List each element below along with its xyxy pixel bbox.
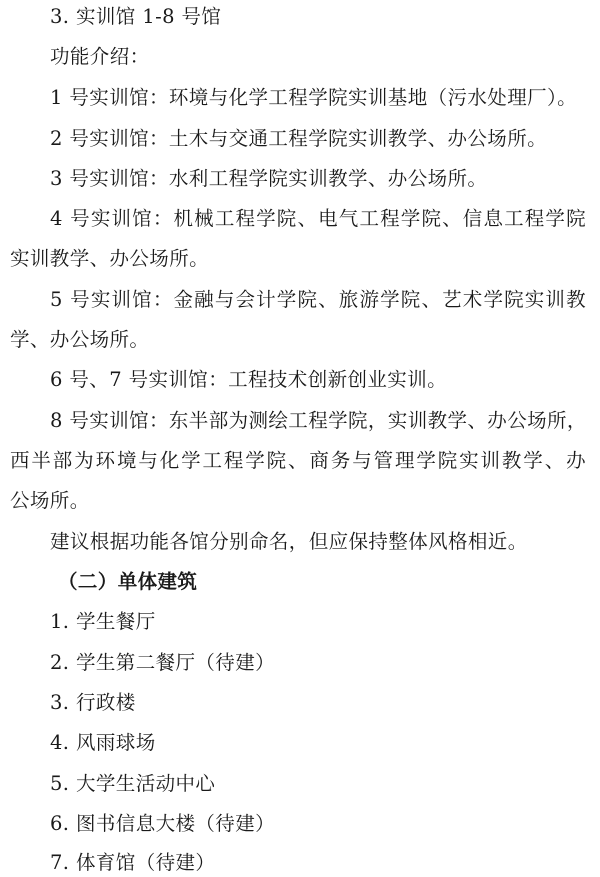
hall-6-7-description: 6 号、7 号实训馆：工程技术创新创业实训。 xyxy=(50,368,448,391)
hall-4-description-cont: 实训教学、办公场所。 xyxy=(10,247,210,270)
section-title-training-halls: 3. 实训馆 1-8 号馆 xyxy=(50,5,222,28)
building-item-5: 5. 大学生活动中心 xyxy=(50,772,216,795)
building-item-1: 1. 学生餐厅 xyxy=(50,610,156,633)
hall-8-description-end: 公场所。 xyxy=(10,489,90,512)
hall-5-description: 5 号实训馆：金融与会计学院、旅游学院、艺术学院实训教 xyxy=(50,288,586,311)
hall-1-description: 1 号实训馆：环境与化学工程学院实训基地（污水处理厂）。 xyxy=(50,86,578,109)
building-item-3: 3. 行政楼 xyxy=(50,691,136,714)
building-item-2: 2. 学生第二餐厅（待建） xyxy=(50,651,276,674)
function-intro-label: 功能介绍： xyxy=(50,45,150,68)
building-item-7: 7. 体育馆（待建） xyxy=(50,851,216,874)
hall-5-description-cont: 学、办公场所。 xyxy=(10,328,150,351)
hall-8-description-cont: 西半部为环境与化学工程学院、商务与管理学院实训教学、办 xyxy=(10,449,586,472)
building-item-6: 6. 图书信息大楼（待建） xyxy=(50,812,276,835)
building-item-4: 4. 风雨球场 xyxy=(50,731,156,754)
section-heading-single-buildings: （二）单体建筑 xyxy=(58,570,198,593)
hall-8-description: 8 号实训馆：东半部为测绘工程学院，实训教学、办公场所， xyxy=(50,409,587,432)
hall-3-description: 3 号实训馆：水利工程学院实训教学、办公场所。 xyxy=(50,167,488,190)
hall-2-description: 2 号实训馆：土木与交通工程学院实训教学、办公场所。 xyxy=(50,127,548,150)
naming-suggestion: 建议根据功能各馆分别命名，但应保持整体风格相近。 xyxy=(50,530,528,553)
hall-4-description: 4 号实训馆：机械工程学院、电气工程学院、信息工程学院 xyxy=(50,207,586,230)
